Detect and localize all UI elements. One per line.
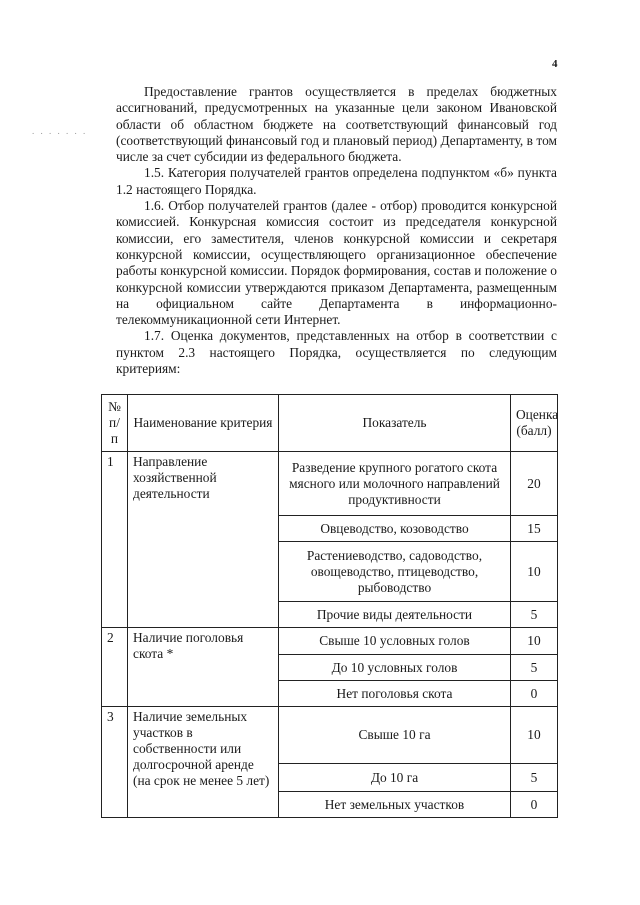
indicator-cell: Свыше 10 условных голов (279, 628, 511, 655)
header-score: Оценка (балл) (511, 395, 558, 452)
indicator-cell: Нет земельных участков (279, 792, 511, 818)
group-criterion: Наличие земельных участков в собственности или долгосрочной аренде (на срок не менее 5 лет) (128, 707, 279, 818)
score-cell: 0 (511, 681, 558, 707)
indicator-cell: Растениеводство, садоводство, овощеводство, птицеводство, рыбоводство (279, 542, 511, 602)
table-row (102, 516, 558, 542)
indicator-cell: Свыше 10 га (279, 707, 511, 764)
indicator-cell: Разведение крупного рогатого скота мясного или молочного направлений продуктивности (279, 452, 511, 516)
score-cell: 10 (511, 542, 558, 602)
score-cell: 5 (511, 602, 558, 628)
table-row (102, 602, 558, 628)
score-cell: 20 (511, 452, 558, 516)
indicator-cell: До 10 условных голов (279, 655, 511, 681)
group-num: 2 (102, 628, 128, 655)
group-criterion: Направление хозяйственной деятельности (128, 452, 279, 516)
margin-marks: . . . . . . . (32, 126, 88, 136)
indicator-cell: Нет поголовья скота (279, 681, 511, 707)
score-cell: 10 (511, 707, 558, 764)
score-cell: 10 (511, 628, 558, 655)
paragraph-1-5: 1.5. Категория получателей грантов определена подпунктом «б» пункта 1.2 настоящего Порядка. (116, 165, 557, 197)
header-indicator: Показатель (279, 395, 511, 452)
header-criterion: Наименование критерия (128, 395, 279, 452)
paragraph-1-6: 1.6. Отбор получателей грантов (далее - отбор) проводится конкурсной комиссией. Конкурсная комиссия состоит из председателя конкурсной комиссии, его заместителя, членов конкурсной комиссии и секретаря конкурсной комиссии, осуществляющего организационное обеспечение работы конкурсной комиссии. Порядок формирования, состав и положение о конкурсной комиссии утверждаются приказом Департамента, размещенным на официальном сайте Департамента в информационно-телекоммуникационной сети Интернет. (116, 198, 557, 328)
table-row (102, 542, 558, 602)
group-num: 3 (102, 707, 128, 818)
table-row (102, 707, 558, 764)
score-cell: 5 (511, 655, 558, 681)
group-criterion: Наличие поголовья скота * (128, 628, 279, 707)
table-row (102, 452, 558, 516)
indicator-cell: До 10 га (279, 764, 511, 792)
body-text (116, 84, 557, 377)
paragraph-1-7: 1.7. Оценка документов, представленных на отбор в соответствии с пунктом 2.3 настоящего Порядка, осуществляется по следующим критериям: (116, 328, 557, 377)
group-num: 1 (102, 452, 128, 516)
criteria-table (101, 394, 558, 818)
indicator-cell: Овцеводство, козоводство (279, 516, 511, 542)
paragraph-funding: Предоставление грантов осуществляется в пределах бюджетных ассигнований, предусмотренных на указанные цели законом Ивановской области об областном бюджете на соответствующий финансовый год (соответствующий финансовый год и плановый период) Департаменту, в том числе за счет субсидии из федерального бюджета. (116, 84, 557, 165)
header-num: № п/п (102, 395, 128, 452)
score-cell: 5 (511, 764, 558, 792)
indicator-cell: Прочие виды деятельности (279, 602, 511, 628)
table-header-row (102, 395, 558, 452)
score-cell: 15 (511, 516, 558, 542)
table-row (102, 628, 558, 655)
score-cell: 0 (511, 792, 558, 818)
page-number: 4 (552, 58, 558, 70)
